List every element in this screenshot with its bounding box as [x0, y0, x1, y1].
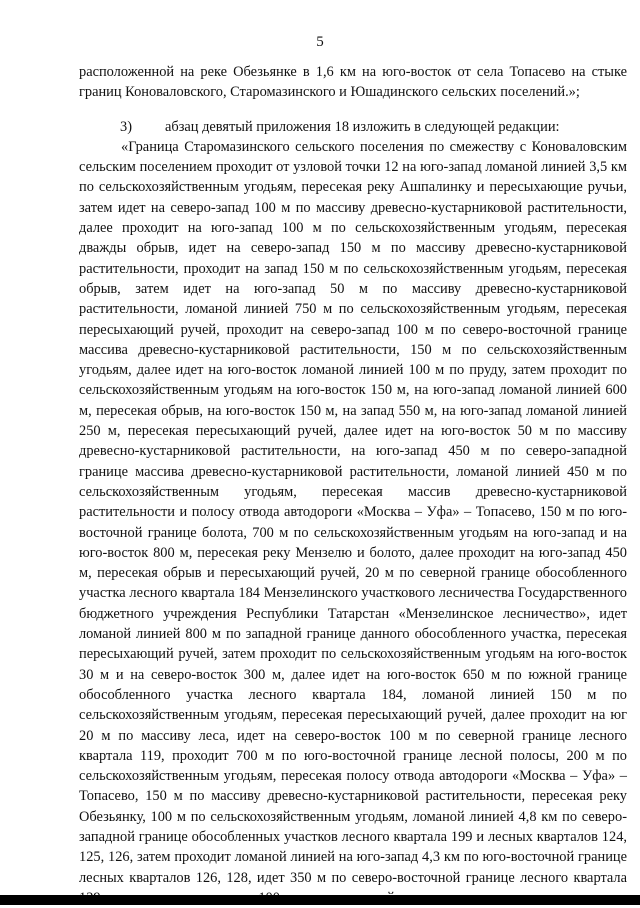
document-body — [79, 62, 627, 908]
continuation-paragraph: расположенной на реке Обезьянке в 1,6 км на юго-восток от села Топасево на стыке границ Коноваловского, Старомазинского и Юшадинского сельских поселений.»; — [79, 64, 627, 101]
list-item-heading — [79, 117, 627, 137]
page-number: 5 — [316, 34, 324, 50]
list-item-text: абзац девятый приложения 18 изложить в следующей редакции: — [165, 118, 560, 135]
paragraph-spacer — [79, 103, 627, 117]
list-item-number: 3) — [120, 118, 132, 135]
boundary-description-paragraph: «Граница Старомазинского сельского поселения по смежеству с Коноваловским сельским поселением проходит от узловой точки 12 на юго-запад ломаной линией 3,5 км по сельскохозяйственным угодьям, пересекая реку Ашпалинку и пересыхающие ручьи, затем идет на северо-запад 100 м по массиву древесно-кустарниковой растительности, далее проходит на юго-запад 100 м по сельскохозяйственным угодьям, пересекая дважды обрыв, идет на северо-запад 150 м по массиву древесно-кустарниковой растительности, проходит на запад 150 м по сельскохозяйственным угодьям, пересекая обрыв, затем идет на юго-запад 50 м по массиву древесно-кустарниковой растительности, ломаной линией 750 м по сельскохозяйственным угодьям, пересекая пересыхающий ручей, проходит на северо-запад 100 м по северо-восточной границе массива древесно-кустарниковой растительности, 150 м по сельскохозяйственным угодьям, далее идет на юго-восток ломаной линией 100 м по пруду, затем проходит по сельскохозяйственным угодьям на юго-восток 150 м, на юго-запад ломаной линией 600 м, пересекая обрыв, на юго-восток 150 м, на запад 550 м, на юго-запад ломаной линией 250 м, пересекая пересыхающий ручей, далее идет на юго-восток 50 м по массиву древесно-кустарниковой растительности, на юго-запад 450 м по северо-западной границе массива древесно-кустарниковой растительности, ломаной линией 450 м по сельскохозяйственным угодьям, пересекая массив древесно-кустарниковой растительности и полосу отвода автодороги «Москва – Уфа» – Топасево, 150 м по юго-восточной границе болота, 700 м по сельскохозяйственным угодьям на юго-запад и на юго-восток 800 м, пересекая реку Мензелю и болото, далее проходит на юго-запад 450 м, пересекая обрыв и пересыхающий ручей, 20 м по северной границе обособленного участка лесного квартала 184 Мензелинского участкового лесничества Государственного бюджетного учреждения Республики Татарстан «Мензелинское лесничество», идет ломаной линией 800 м по западной границе данного обособленного участка, пересекая пересыхающий ручей, затем проходит по сельскохозяйственным угодьям на юго-восток 30 м и на северо-восток 300 м, далее идет на юго-восток 650 м по южной границе обособленного участка лесного квартала 184, ломаной линией 150 м по сельскохозяйственным угодьям, пересекая пересыхающий ручей, далее проходит на юг 20 м по массиву леса, идет на северо-восток 100 м по северной границе лесного квартала 119, проходит 700 м по юго-восточной границе лесной полосы, 200 м по сельскохозяйственным угодьям, пересекая полосу отвода автодороги «Москва – Уфа» – Топасево, 150 м по массиву древесно-кустарниковой растительности, пересекая реку Обезьянку, 100 м по сельскохозяйственным угодьям, ломаной линией 4,8 км по северо-западной границе обособленных участков лесного квартала 199 и лесных кварталов 124, 125, 126, затем проходит ломаной линией на юго-запад 4,3 км по юго-восточной границе лесных кварталов 126, 128, идет 350 м по северо-восточной границе лесного квартала — [79, 138, 627, 886]
scan-edge-shadow — [0, 895, 640, 905]
